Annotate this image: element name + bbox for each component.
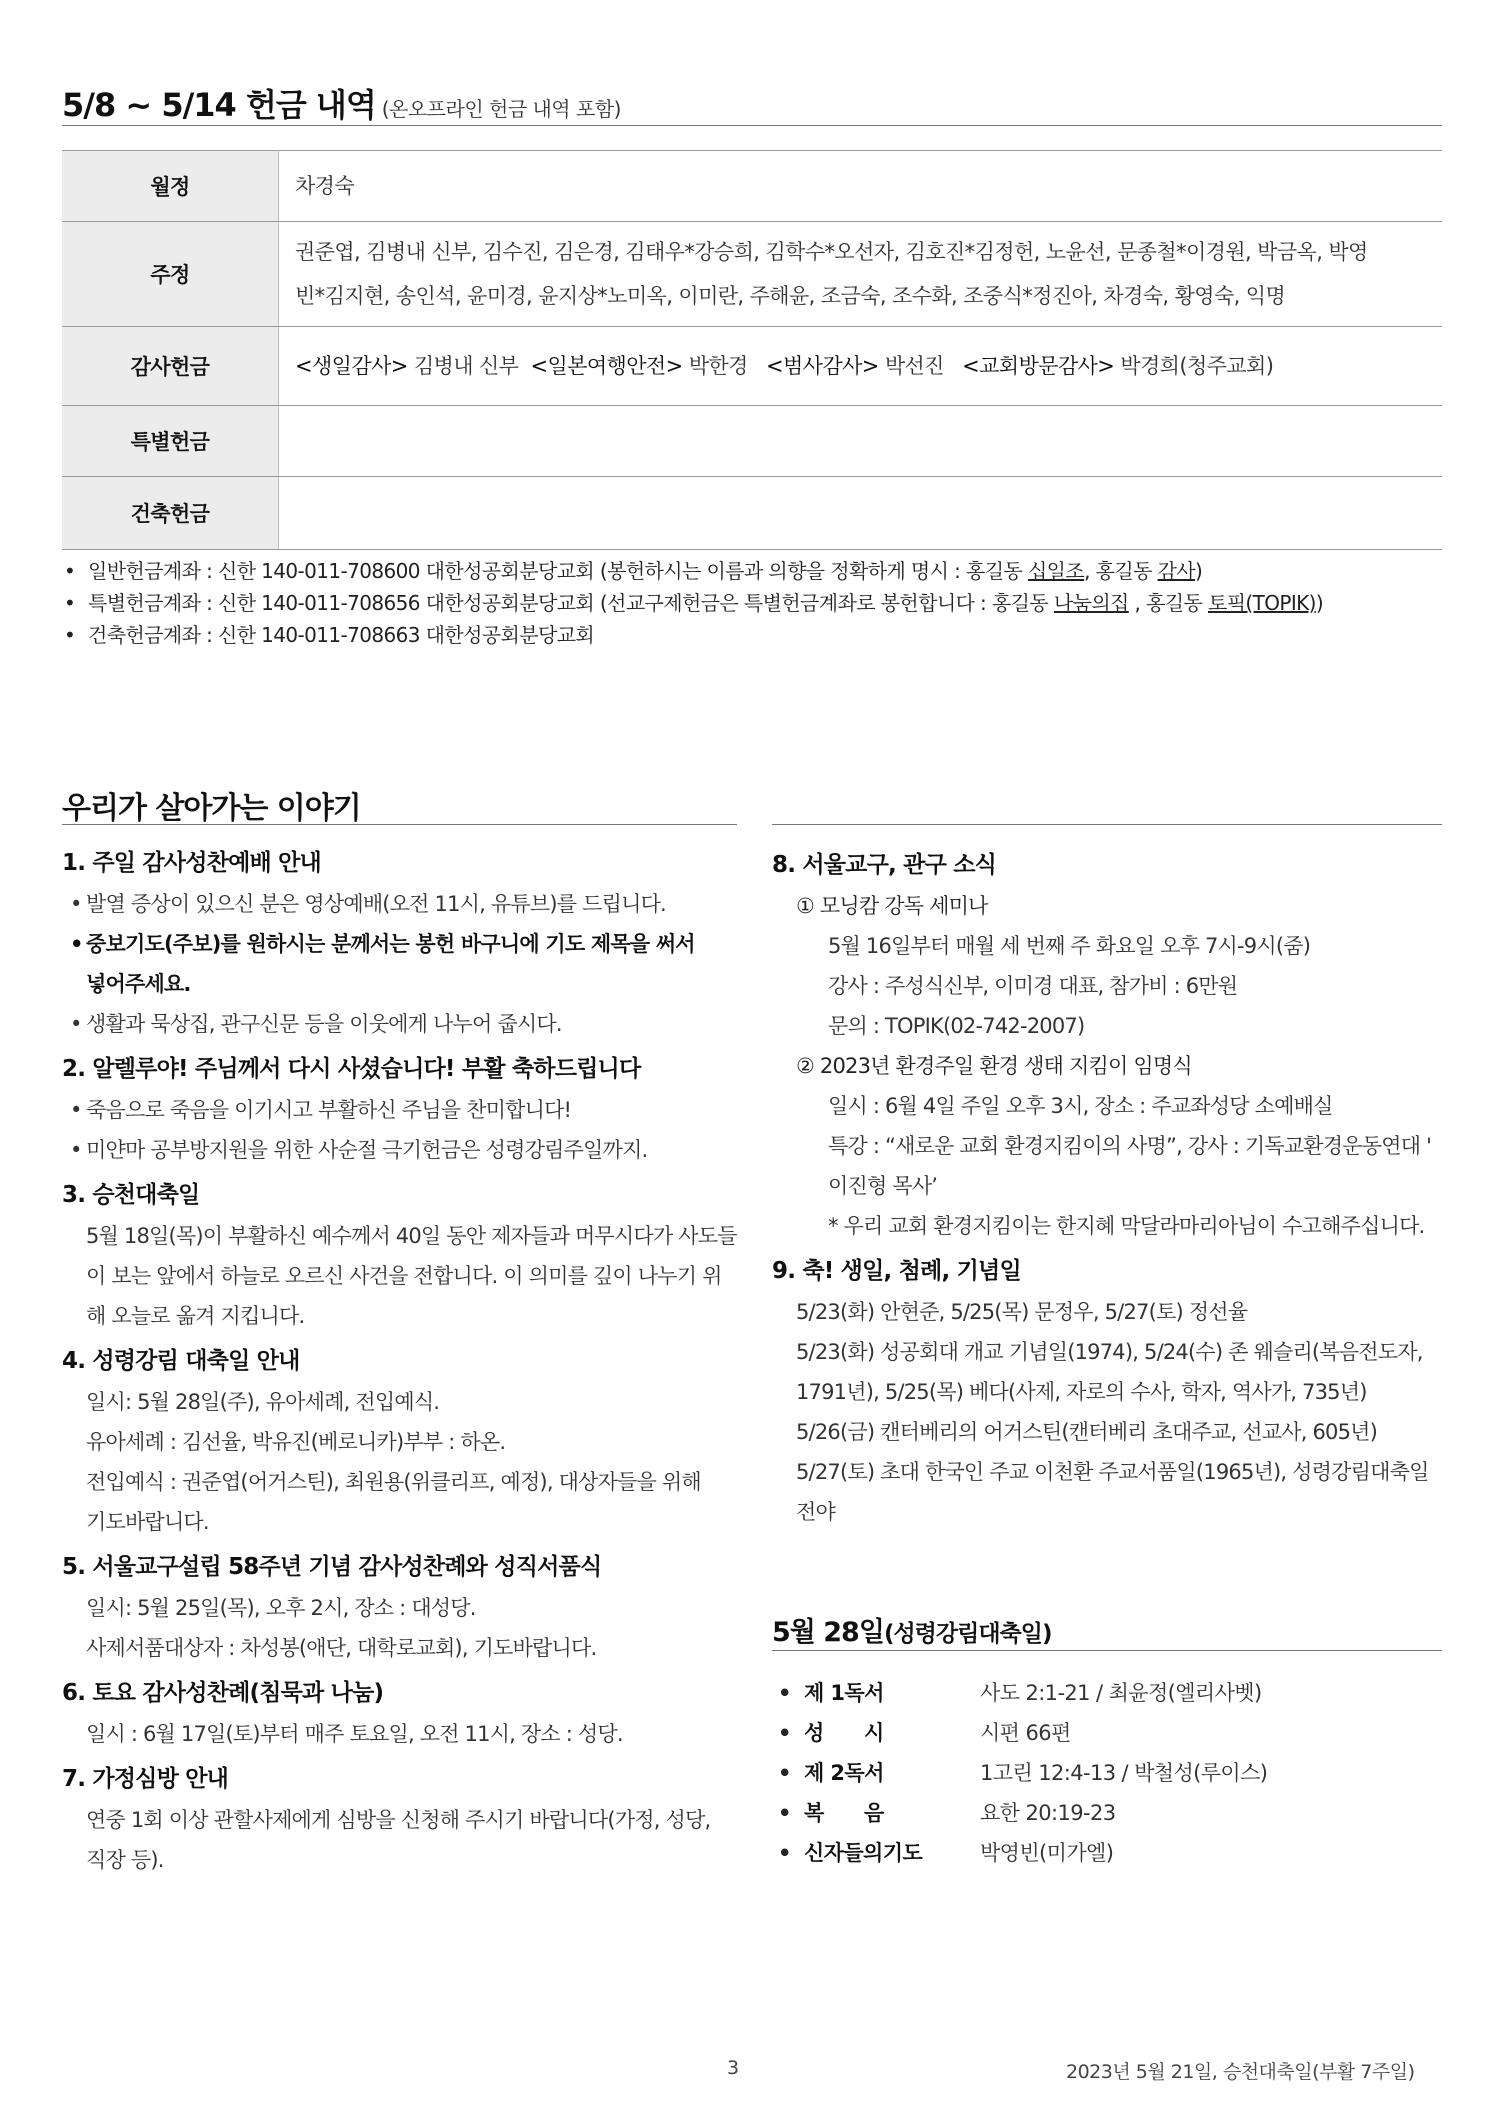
account-underlined: 토픽(TOPIK) xyxy=(1207,591,1316,615)
account-text: , 홍길동 xyxy=(1128,591,1208,615)
account-text: , 홍길동 xyxy=(1084,559,1158,583)
table-row xyxy=(62,406,1442,477)
offering-title-rule xyxy=(62,125,1442,126)
account-item xyxy=(62,587,1462,619)
account-item xyxy=(62,619,1462,651)
readings-rule xyxy=(772,1650,1442,1651)
story-heading: 7. 가정심방 안내 xyxy=(62,1766,229,1792)
story-line: 일시: 5월 28일(주), 유아세례, 전입예식. xyxy=(86,1390,440,1414)
account-underlined: 십일조 xyxy=(1027,559,1085,583)
offering-title xyxy=(62,80,621,126)
story-line: 일시: 5월 25일(목), 오후 2시, 장소 : 대성당. xyxy=(86,1596,476,1620)
story-heading: 1. 주일 감사성찬예배 안내 xyxy=(62,850,321,876)
story-line: 일시 : 6월 4일 주일 오후 3시, 장소 : 주교좌성당 소예배실 xyxy=(828,1094,1333,1118)
story-heading: 4. 성령강림 대축일 안내 xyxy=(62,1348,300,1374)
account-text: 일반헌금계좌 : 신한 140-011-708600 대한성공회분당교회 (봉헌하시는 이름과 의향을 정확하게 명시 : 홍길동 xyxy=(88,559,1028,583)
story-line: 이진형 목사’ xyxy=(828,1174,938,1198)
account-list xyxy=(62,555,1462,651)
offering-table xyxy=(62,150,1442,550)
story-bullet: • 생활과 묵상집, 관구신문 등을 이웃에게 나누어 줍시다. xyxy=(62,1004,742,1044)
reading-label: 제 2독서 xyxy=(804,1761,884,1785)
story-line: 특강 : “새로운 교회 환경지킴이의 사명”, 강사 : 기독교환경운동연대 ' xyxy=(828,1134,1432,1158)
thanks-name: 박선진 xyxy=(884,354,944,378)
account-item xyxy=(62,555,1462,587)
reading-label: 제 1독서 xyxy=(804,1681,884,1705)
readings-subtitle: (성령강림대축일) xyxy=(883,1621,1052,1647)
account-text: ) xyxy=(1195,559,1203,583)
reading-label: 성 시 xyxy=(804,1721,884,1745)
story-line: 전입예식 : 권준엽(어거스틴), 최원용(위클리프, 예정), 대상자들을 위해 xyxy=(86,1470,701,1494)
story-line: 유아세례 : 김선율, 박유진(베로니카)부부 : 하온. xyxy=(86,1430,506,1454)
row-label: 월정 xyxy=(62,151,279,222)
offering-title-text: 5/8 ~ 5/14 헌금 내역 xyxy=(62,86,376,124)
reading-value: 요한 20:19-23 xyxy=(980,1801,1116,1825)
story-subheading: ② 2023년 환경주일 환경 생태 지킴이 임명식 xyxy=(796,1054,1192,1078)
thanks-name: 박한경 xyxy=(688,354,748,378)
row-label: 감사헌금 xyxy=(62,327,279,406)
story-line: 5/23(화) 성공회대 개교 기념일(1974), 5/24(수) 존 웨슬리(복음전도자, xyxy=(796,1340,1423,1364)
story-line: 사제서품대상자 : 차성봉(애단, 대학로교회), 기도바랍니다. xyxy=(86,1636,597,1660)
story-rule xyxy=(62,824,737,825)
story-line: 문의 : TOPIK(02-742-2007) xyxy=(828,1014,1085,1038)
story-heading: 9. 축! 생일, 첨례, 기념일 xyxy=(772,1258,1021,1284)
story-line: 직장 등). xyxy=(86,1848,164,1872)
reading-item xyxy=(776,1833,1267,1873)
story-line: 이 보는 앞에서 하늘로 오르신 사건을 전합니다. 이 의미를 깊이 나누기 위 xyxy=(86,1264,722,1288)
readings-list xyxy=(776,1673,1267,1873)
row-value-line: 권준엽, 김병내 신부, 김수진, 김은경, 김태우*강승희, 김학수*오선자, 김호진*김정헌, 노윤선, 문종철*이경원, 박금옥, 박영 xyxy=(295,240,1368,264)
story-heading: 3. 승천대축일 xyxy=(62,1182,200,1208)
account-underlined: 나눔의집 xyxy=(1053,591,1129,615)
account-text: 특별헌금계좌 : 신한 140-011-708656 대한성공회분당교회 (선교구제헌금은 특별헌금계좌로 봉헌합니다 : 홍길동 xyxy=(88,591,1054,615)
story-heading: 2. 알렐루야! 주님께서 다시 사셨습니다! 부활 축하드립니다 xyxy=(62,1056,641,1082)
reading-value: 박영빈(미가엘) xyxy=(980,1841,1114,1865)
story-bullet: • 죽음으로 죽음을 이기시고 부활하신 주님을 찬미합니다! xyxy=(62,1090,742,1130)
story-line: 강사 : 주성식신부, 이미경 대표, 참가비 : 6만원 xyxy=(828,974,1238,998)
account-underlined: 감사 xyxy=(1157,559,1195,583)
story-line: 5/27(토) 초대 한국인 주교 이천환 주교서품일(1965년), 성령강림대축일 xyxy=(796,1460,1429,1484)
thanks-tag: <생일감사> xyxy=(295,354,408,378)
story-line: 5/26(금) 캔터베리의 어거스틴(캔터베리 초대주교, 선교사, 605년) xyxy=(796,1420,1378,1444)
story-bullet: • 중보기도(주보)를 원하시는 분께서는 봉헌 바구니에 기도 제목을 써서 xyxy=(62,924,742,964)
row-label: 특별헌금 xyxy=(62,406,279,477)
row-value xyxy=(279,406,1443,477)
story-bullet: • 발열 증상이 있으신 분은 영상예배(오전 11시, 유튜브)를 드립니다. xyxy=(62,884,742,924)
story-left-column xyxy=(62,842,742,1880)
story-line: 해 오늘로 옮겨 지킵니다. xyxy=(86,1304,305,1328)
reading-value: 시편 66편 xyxy=(980,1721,1071,1745)
row-value xyxy=(279,327,1443,406)
reading-label: 신자들의기도 xyxy=(804,1841,923,1865)
story-line: 넣어주세요. xyxy=(86,972,191,996)
row-value xyxy=(279,477,1443,550)
story-line: 연중 1회 이상 관할사제에게 심방을 신청해 주시기 바랍니다(가정, 성당, xyxy=(86,1808,711,1832)
story-line: 기도바랍니다. xyxy=(86,1510,209,1534)
thanks-tag: <범사감사> xyxy=(765,354,879,378)
story-title: 우리가 살아가는 이야기 xyxy=(62,791,361,826)
row-value xyxy=(279,222,1443,327)
reading-item xyxy=(776,1673,1267,1713)
row-value-line: 빈*김지현, 송인석, 윤미경, 윤지상*노미옥, 이미란, 주해윤, 조금숙, 조수화, 조중식*정진아, 차경숙, 황영숙, 익명 xyxy=(295,284,1286,308)
story-line: 1791년), 5/25(목) 베다(사제, 자로의 수사, 학자, 역사가, 735년) xyxy=(796,1380,1367,1404)
page-number: 3 xyxy=(727,2057,740,2079)
offering-subtitle: (온오프라인 헌금 내역 포함) xyxy=(381,97,621,121)
table-row xyxy=(62,477,1442,550)
story-line: 5월 16일부터 매월 세 번째 주 화요일 오후 7시-9시(줌) xyxy=(828,934,1311,958)
story-heading: 6. 토요 감사성찬례(침묵과 나눔) xyxy=(62,1680,384,1706)
table-row xyxy=(62,151,1442,222)
footer-date: 2023년 5월 21일, 승천대축일(부활 7주일) xyxy=(1066,2061,1415,2083)
reading-value: 사도 2:1-21 / 최윤정(엘리사벳) xyxy=(980,1681,1262,1705)
thanks-tag: <일본여행안전> xyxy=(530,354,683,378)
story-heading: 8. 서울교구, 관구 소식 xyxy=(772,852,997,878)
story-line: 전야 xyxy=(796,1500,835,1524)
story-line: 일시 : 6월 17일(토)부터 매주 토요일, 오전 11시, 장소 : 성당. xyxy=(86,1722,623,1746)
story-line: 5월 18일(목)이 부활하신 예수께서 40일 동안 제자들과 머무시다가 사도들 xyxy=(86,1224,737,1248)
story-line: 5/23(화) 안현준, 5/25(목) 문정우, 5/27(토) 정선율 xyxy=(796,1300,1248,1324)
row-label: 주정 xyxy=(62,222,279,327)
readings-title xyxy=(772,1610,1052,1649)
story-subheading: ① 모닝캄 강독 세미나 xyxy=(796,894,988,918)
story-heading: 5. 서울교구설립 58주년 기념 감사성찬례와 성직서품식 xyxy=(62,1554,602,1580)
table-row xyxy=(62,222,1442,327)
reading-label: 복 음 xyxy=(804,1801,884,1825)
reading-value: 1고린 12:4-13 / 박철성(루이스) xyxy=(980,1761,1268,1785)
story-line: * 우리 교회 환경지킴이는 한지혜 막달라마리아님이 수고해주십니다. xyxy=(828,1214,1425,1238)
reading-item xyxy=(776,1753,1267,1793)
account-text: 건축헌금계좌 : 신한 140-011-708663 대한성공회분당교회 xyxy=(88,623,595,647)
thanks-name: 김병내 신부 xyxy=(413,354,519,378)
thanks-tag: <교회방문감사> xyxy=(962,354,1115,378)
row-value: 차경숙 xyxy=(279,151,1443,222)
reading-item xyxy=(776,1713,1267,1753)
account-text: ) xyxy=(1315,591,1324,615)
row-label: 건축헌금 xyxy=(62,477,279,550)
story-right-column xyxy=(772,844,1452,1532)
readings-title-text: 5월 28일 xyxy=(772,1617,884,1648)
story-bullet: • 미얀마 공부방지원을 위한 사순절 극기헌금은 성령강림주일까지. xyxy=(62,1130,742,1170)
table-row xyxy=(62,327,1442,406)
reading-item xyxy=(776,1793,1267,1833)
thanks-name: 박경희(청주교회) xyxy=(1120,354,1274,378)
story-rule xyxy=(772,824,1442,825)
